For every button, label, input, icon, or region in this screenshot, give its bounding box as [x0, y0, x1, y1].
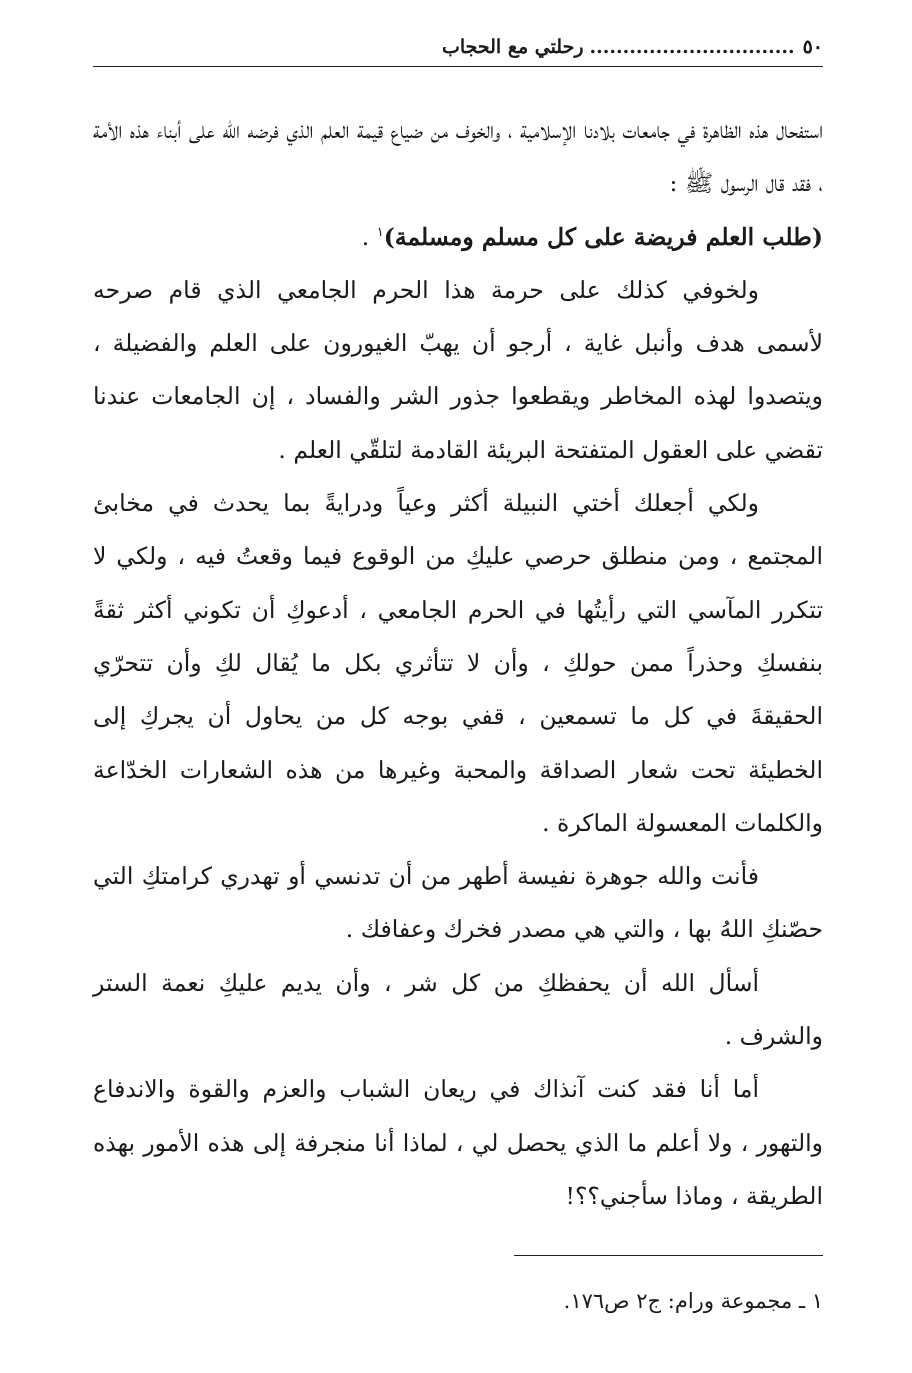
footnote: ١ ـ مجموعة ورام: ج٢ ص١٧٦.	[563, 1289, 823, 1313]
paragraph-3: ولكي أجعلك أختي النبيلة أكثر وعياً ودرايةً بما يحدث في مخابئ المجتمع ، ومن منطلق حرصي عليكِ من الوقوع فيما وقعتُ فيه ، ولكي لا تتكرر المآسي التي رأيتُها في الحرم الجامعي ، أدعوكِ أن تكوني أكثر ثقةً بنفسكِ وحذراً ممن حولكِ ، وأن لا تتأثري بكل ما يُقال لكِ وأن تتحرّي الحقيقةَ في كل ما تسمعين ، قفي بوجه كل من يحاول أن يجركِ إلى الخطيئة تحت شعار الصداقة والمحبة وغيرها من هذه الشعارات الخدّاعة والكلمات المعسولة الماكرة .	[93, 489, 823, 837]
header-dots: ...............................	[589, 36, 795, 58]
footnote-reference: ١	[376, 224, 384, 240]
paragraph-1-end: .	[361, 222, 377, 251]
footnote-divider	[514, 1255, 823, 1256]
body-text	[93, 104, 823, 1223]
paragraph-5: أسأل الله أن يحفظكِ من كل شر ، وأن يديم عليكِ نعمة الستر والشرف .	[93, 968, 823, 1051]
page-number: ٥٠	[802, 36, 823, 58]
paragraph-4: فأنت والله جوهرة نفيسة أطهر من أن تدنسي أو تهدري كرامتكِ التي حصّنكِ اللهُ بها ، والتي هي مصدر فخرك وعفافك .	[93, 862, 823, 944]
paragraph-1-text: استفحال هذه الظاهرة في جامعات بلادنا الإسلامية ، والخوف من ضياع قيمة العلم الذي فرضه الله على أبناء هذه الأمة ، فقد قال الرسول ﷺ :	[93, 116, 823, 198]
paragraph-6: أما أنا فقد كنت آنذاك في ريعان الشباب والعزم والقوة والاندفاع والتهور ، ولا أعلم ما الذي يحصل لي ، لماذا أنا منجرفة إلى هذه الأمور بهذه الطريقة ، وماذا سأجني؟؟!	[93, 1075, 823, 1210]
running-header	[93, 30, 823, 67]
hadith-quote: (طلب العلم فريضة على كل مسلم ومسلمة)	[383, 222, 823, 251]
book-title: رحلتي مع الحجاب	[441, 36, 584, 58]
paragraph-2: ولخوفي كذلك على حرمة هذا الحرم الجامعي الذي قام صرحه لأسمى هدف وأنبل غاية ، أرجو أن يهبّ الغيورون على العلم والفضيلة ، ويتصدوا لهذه المخاطر ويقطعوا جذور الشر والفساد ، إن الجامعات عندنا تقضي على العقول المتفتحة البريئة القادمة لتلقّي العلم .	[93, 275, 823, 464]
paragraph-1	[93, 104, 823, 264]
